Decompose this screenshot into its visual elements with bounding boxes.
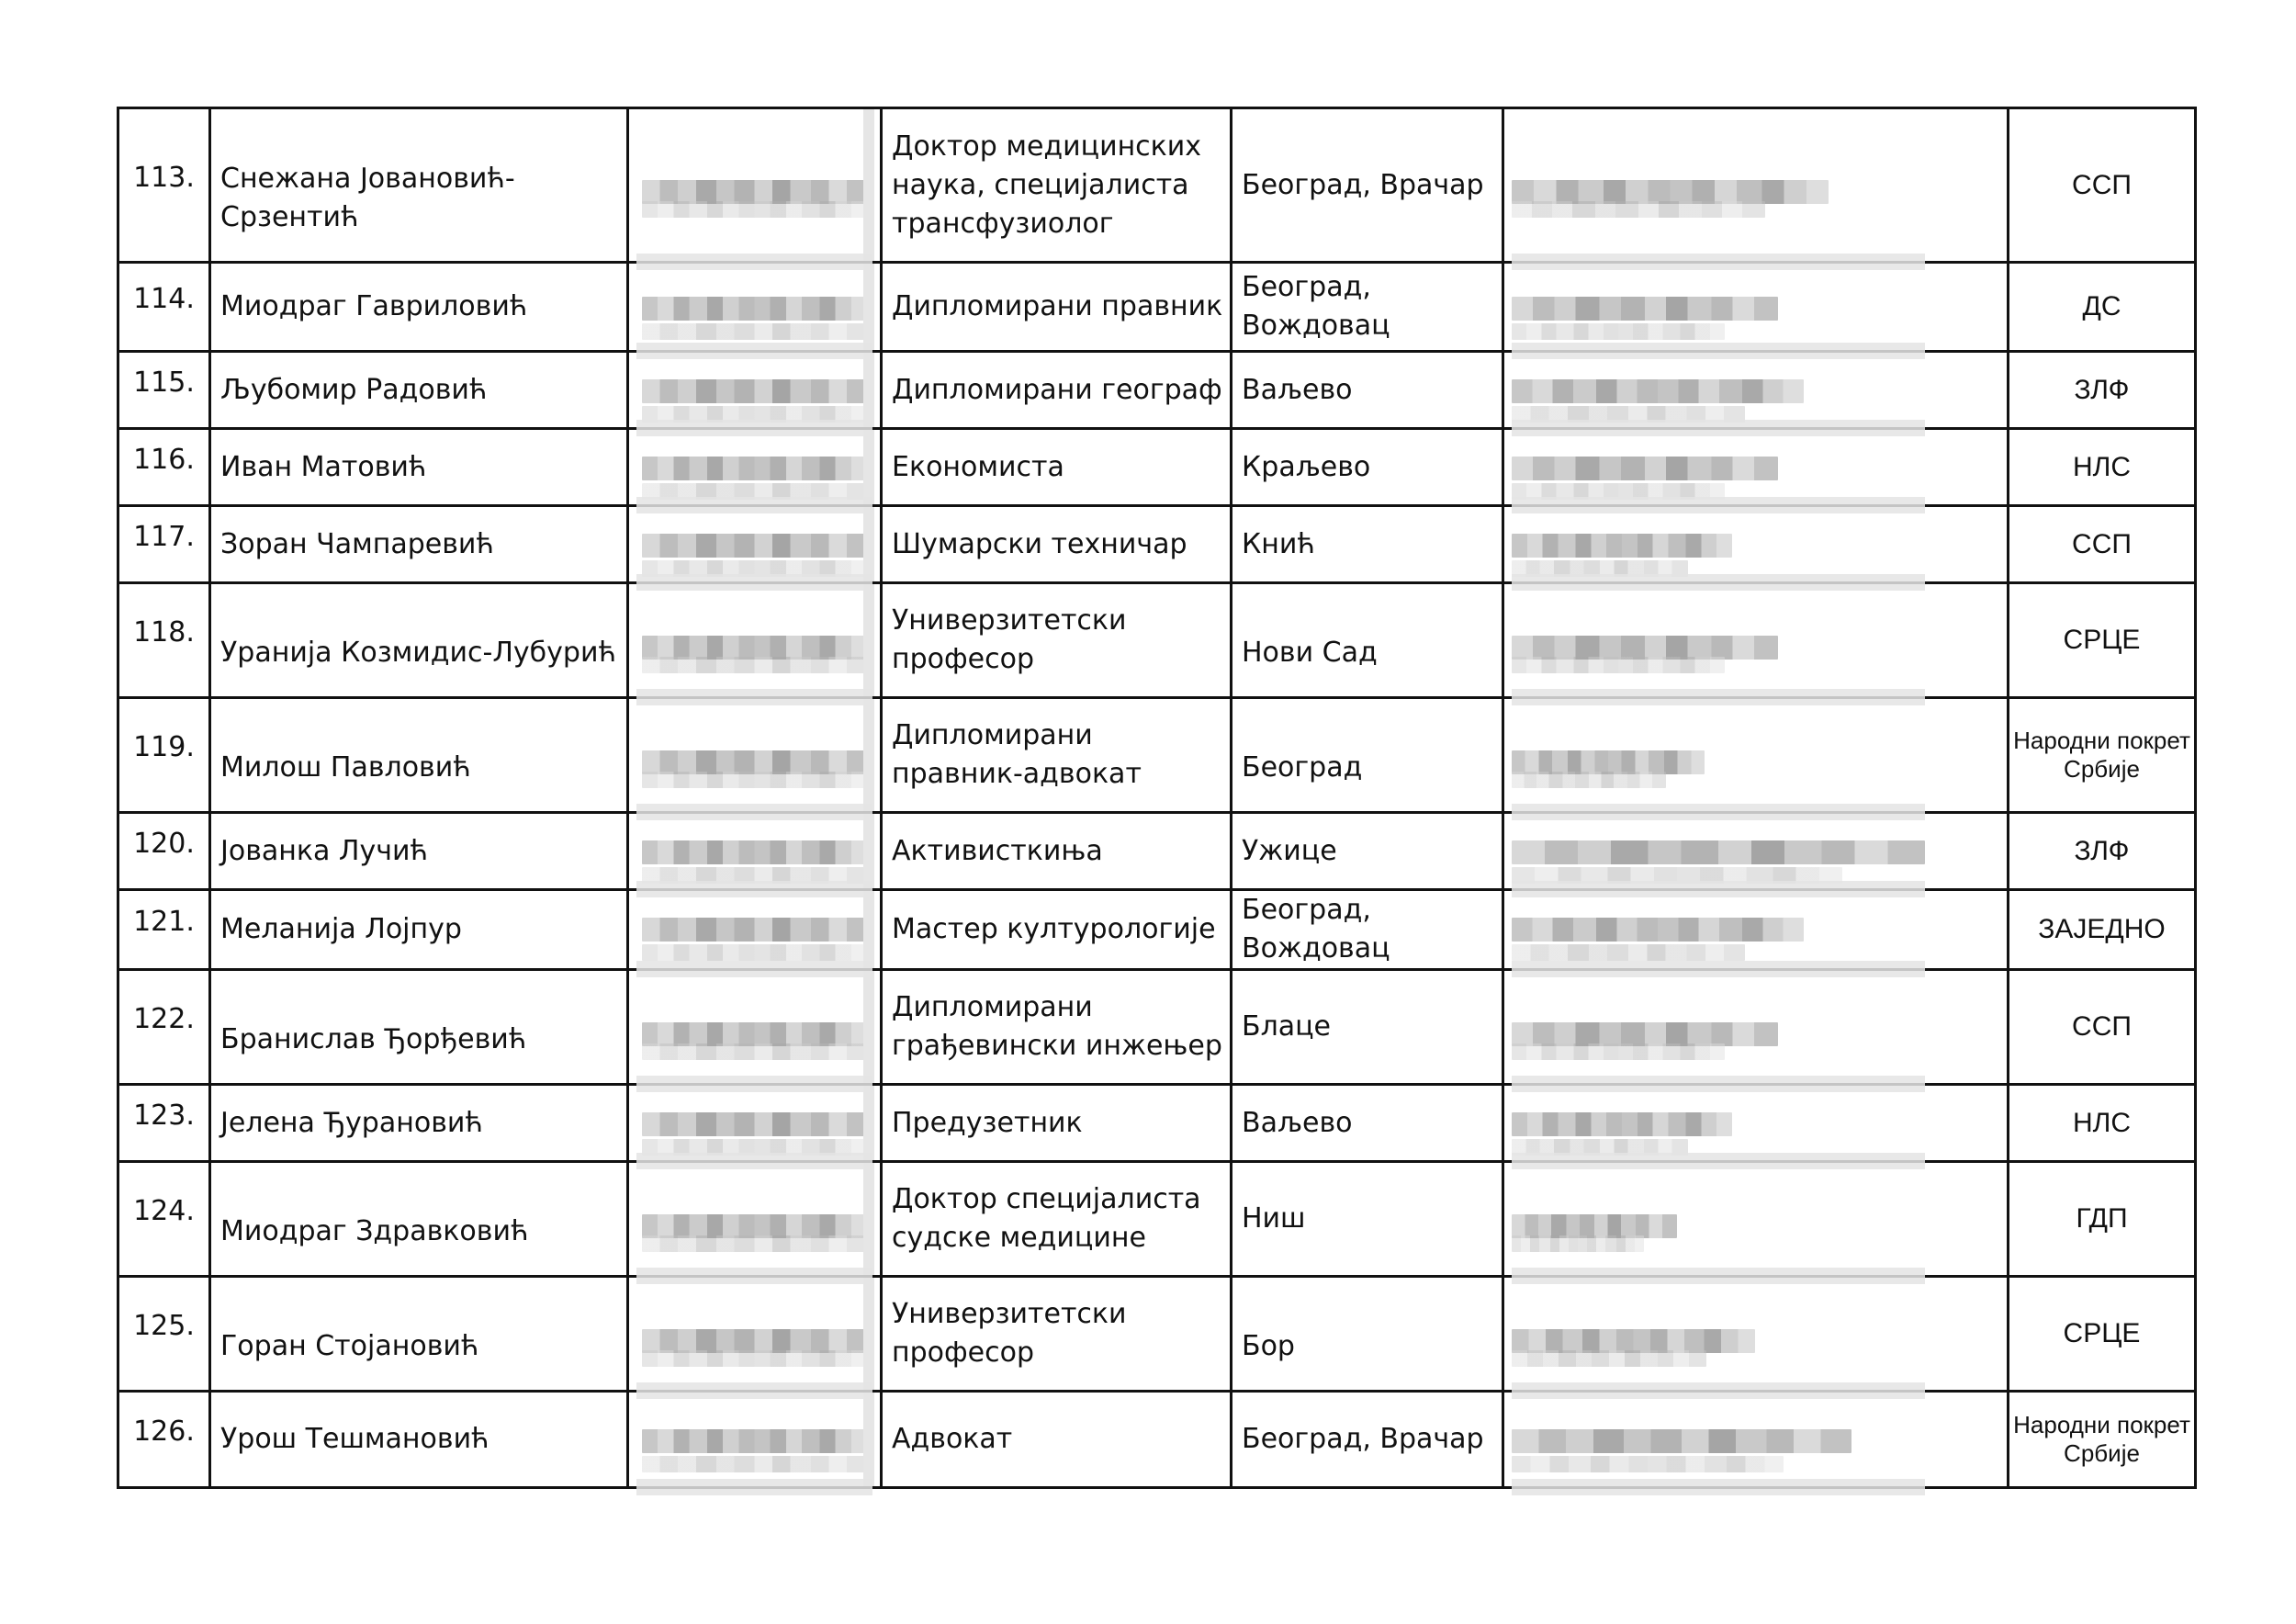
row-number: 120. (133, 827, 195, 860)
redacted-block (642, 457, 867, 480)
redacted-block (642, 1043, 867, 1060)
redacted-birthdate-cell (628, 1392, 882, 1488)
redacted-birthdate-cell (628, 698, 882, 813)
row-number: 125. (133, 1310, 195, 1342)
table-row (118, 583, 2196, 698)
residence: Београд, Врачар (1242, 168, 1484, 201)
redacted-block (642, 1429, 867, 1453)
redacted-block (642, 840, 867, 864)
redacted-address-cell (1503, 1277, 2009, 1392)
table-row (118, 813, 2196, 890)
candidate-name-cell (210, 263, 628, 352)
redacted-birthdate-cell (628, 813, 882, 890)
party-cell (2009, 1162, 2196, 1277)
redacted-birthdate-cell (628, 1085, 882, 1162)
redacted-block (1512, 457, 1778, 480)
candidate-name: Зоран Чампаревић (220, 527, 494, 560)
redaction-artifact (863, 814, 874, 888)
redacted-address-cell (1503, 429, 2009, 506)
redaction-artifact (863, 1278, 874, 1390)
redacted-address-cell (1503, 813, 2009, 890)
occupation-cell (882, 1277, 1232, 1392)
party-cell (2009, 429, 2196, 506)
redaction-artifact (863, 1086, 874, 1160)
redacted-block (642, 201, 867, 218)
candidate-name-cell (210, 1162, 628, 1277)
candidate-table (117, 107, 2197, 1489)
candidate-name: Горан Стојановић (220, 1330, 479, 1362)
redacted-block (1512, 1043, 1725, 1060)
party-name: СРЦЕ (2063, 1318, 2141, 1348)
candidate-name: Милош Павловић (220, 751, 471, 784)
occupation-cell (882, 1162, 1232, 1277)
redacted-address-cell (1503, 970, 2009, 1085)
party-name: НЛС (2072, 1107, 2132, 1138)
occupation: Дипломирани географ (892, 373, 1222, 406)
residence: Краљево (1242, 450, 1371, 483)
redacted-block (642, 1456, 867, 1472)
residence-cell (1232, 429, 1503, 506)
row-number-cell (118, 970, 210, 1085)
redacted-block (1512, 1235, 1644, 1252)
redacted-block (1512, 297, 1778, 321)
party-cell (2009, 698, 2196, 813)
candidate-name-cell (210, 1392, 628, 1488)
party-cell (2009, 263, 2196, 352)
redacted-birthdate-cell (628, 583, 882, 698)
redacted-block (642, 297, 867, 321)
candidate-name: Снежана Јовановић-Срзентић (220, 162, 515, 233)
redacted-birthdate-cell (628, 108, 882, 263)
row-number-cell (118, 108, 210, 263)
redacted-block (642, 379, 867, 403)
redacted-address-cell (1503, 583, 2009, 698)
redacted-address-cell (1503, 890, 2009, 970)
candidate-name: Љубомир Радовић (220, 373, 488, 406)
redacted-block (642, 918, 867, 942)
candidate-name-cell (210, 506, 628, 583)
redaction-artifact (863, 971, 874, 1083)
row-number: 123. (133, 1099, 195, 1132)
redacted-birthdate-cell (628, 352, 882, 429)
residence-cell (1232, 1392, 1503, 1488)
redacted-block (1512, 1329, 1755, 1353)
redacted-block (642, 657, 867, 673)
row-number: 124. (133, 1195, 195, 1227)
residence: Бор (1242, 1330, 1295, 1362)
redacted-block (1512, 534, 1732, 558)
redacted-block (642, 944, 867, 961)
row-number-cell (118, 813, 210, 890)
party-name: ЗЛФ (2074, 835, 2130, 866)
table-row (118, 970, 2196, 1085)
redacted-block (642, 1112, 867, 1136)
redacted-block (1512, 657, 1725, 673)
occupation-cell (882, 1085, 1232, 1162)
candidate-name-cell (210, 1085, 628, 1162)
row-number-cell (118, 1277, 210, 1392)
candidate-name: Иван Матовић (220, 450, 427, 483)
residence-cell (1232, 698, 1503, 813)
row-number-cell (118, 263, 210, 352)
row-number-cell (118, 1085, 210, 1162)
redacted-block (642, 1329, 867, 1353)
candidate-name: Миодраг Здравковић (220, 1215, 529, 1247)
residence-cell (1232, 1277, 1503, 1392)
occupation: Универзитетски професор (892, 604, 1127, 675)
redacted-block (1512, 1456, 1784, 1472)
occupation-cell (882, 813, 1232, 890)
row-number-cell (118, 890, 210, 970)
residence-cell (1232, 583, 1503, 698)
redacted-address-cell (1503, 263, 2009, 352)
redacted-block (1512, 918, 1804, 942)
redacted-block (642, 1022, 867, 1046)
redaction-artifact (1512, 1479, 1925, 1495)
occupation: Мастер културологије (892, 913, 1216, 945)
redacted-block (642, 636, 867, 660)
party-name: НЛС (2072, 451, 2132, 482)
party-name: ГДП (2076, 1203, 2128, 1234)
row-number: 114. (133, 283, 195, 315)
occupation: Предузетник (892, 1106, 1083, 1139)
candidate-name: Бранислав Ђорђевић (220, 1023, 527, 1055)
party-name: ДС (2082, 291, 2122, 321)
redacted-block (642, 323, 867, 340)
redacted-block (1512, 201, 1765, 218)
party-name: ЗЛФ (2074, 374, 2130, 405)
redaction-artifact (863, 1393, 874, 1486)
candidate-name: Урош Тешмановић (220, 1423, 490, 1455)
redacted-birthdate-cell (628, 970, 882, 1085)
redacted-birthdate-cell (628, 1162, 882, 1277)
redacted-address-cell (1503, 698, 2009, 813)
redacted-block (642, 772, 867, 788)
occupation: Дипломирани правник-адвокат (892, 719, 1142, 790)
candidate-name-cell (210, 813, 628, 890)
occupation-cell (882, 970, 1232, 1085)
redacted-block (642, 750, 867, 774)
occupation-cell (882, 583, 1232, 698)
residence: Ваљево (1242, 1106, 1353, 1139)
table-row (118, 108, 2196, 263)
party-cell (2009, 970, 2196, 1085)
redacted-block (1512, 1350, 1706, 1367)
residence: Блаце (1242, 1010, 1332, 1043)
candidate-name: Уранија Козмидис-Лубурић (220, 637, 617, 669)
candidate-name-cell (210, 890, 628, 970)
candidate-name-cell (210, 970, 628, 1085)
occupation: Доктор медицинских наука, специјалиста трансфузиолог (892, 130, 1202, 240)
redacted-block (1512, 1022, 1778, 1046)
row-number-cell (118, 506, 210, 583)
party-name: СРЦЕ (2063, 625, 2141, 655)
redaction-artifact (636, 1479, 872, 1495)
residence: Београд, Вождовац (1242, 894, 1390, 964)
party-cell (2009, 1277, 2196, 1392)
table-row (118, 1392, 2196, 1488)
party-name: Народни покрет Србије (2013, 1411, 2190, 1467)
redacted-birthdate-cell (628, 263, 882, 352)
residence: Ваљево (1242, 373, 1353, 406)
party-name: Народни покрет Србије (2013, 727, 2190, 783)
occupation-cell (882, 506, 1232, 583)
redacted-address-cell (1503, 506, 2009, 583)
residence: Београд, Врачар (1242, 1423, 1484, 1455)
residence-cell (1232, 506, 1503, 583)
redacted-birthdate-cell (628, 890, 882, 970)
residence-cell (1232, 1085, 1503, 1162)
row-number: 118. (133, 616, 195, 648)
redacted-block (1512, 1214, 1677, 1238)
row-number-cell (118, 698, 210, 813)
table-row (118, 352, 2196, 429)
party-name: ССП (2072, 169, 2132, 200)
redacted-block (1512, 1429, 1851, 1453)
residence: Ниш (1242, 1202, 1306, 1235)
occupation: Дипломирани грађевински инжењер (892, 991, 1222, 1062)
party-cell (2009, 506, 2196, 583)
candidate-name-cell (210, 583, 628, 698)
row-number: 117. (133, 520, 195, 553)
row-number: 113. (133, 161, 195, 194)
party-cell (2009, 890, 2196, 970)
occupation-cell (882, 263, 1232, 352)
candidate-name: Миодраг Гавриловић (220, 290, 528, 322)
residence-cell (1232, 263, 1503, 352)
candidate-name: Јелена Ђурановић (220, 1106, 483, 1139)
row-number-cell (118, 1162, 210, 1277)
redacted-block (642, 1350, 867, 1367)
table-row (118, 1085, 2196, 1162)
redacted-birthdate-cell (628, 506, 882, 583)
table-row (118, 1162, 2196, 1277)
party-cell (2009, 583, 2196, 698)
occupation: Шумарски техничар (892, 527, 1187, 560)
redacted-block (1512, 323, 1725, 340)
residence: Београд (1242, 751, 1363, 784)
redacted-birthdate-cell (628, 429, 882, 506)
redaction-artifact (863, 507, 874, 581)
redacted-block (1512, 379, 1804, 403)
occupation: Адвокат (892, 1423, 1013, 1455)
table-row (118, 506, 2196, 583)
redaction-artifact (863, 699, 874, 811)
redacted-block (642, 534, 867, 558)
occupation-cell (882, 890, 1232, 970)
redaction-artifact (863, 891, 874, 968)
redacted-block (1512, 750, 1705, 774)
table-row (118, 1277, 2196, 1392)
table-row (118, 890, 2196, 970)
occupation-cell (882, 352, 1232, 429)
redacted-address-cell (1503, 1162, 2009, 1277)
residence: Кнић (1242, 527, 1315, 560)
party-cell (2009, 813, 2196, 890)
table-row (118, 698, 2196, 813)
occupation-cell (882, 429, 1232, 506)
row-number: 122. (133, 1003, 195, 1035)
redacted-block (642, 1214, 867, 1238)
redaction-artifact (863, 353, 874, 427)
residence-cell (1232, 970, 1503, 1085)
occupation-cell (882, 108, 1232, 263)
residence-cell (1232, 813, 1503, 890)
candidate-name-cell (210, 1277, 628, 1392)
candidate-name-cell (210, 429, 628, 506)
redacted-block (1512, 944, 1745, 961)
residence: Нови Сад (1242, 637, 1378, 669)
party-name: ССП (2072, 528, 2132, 559)
table-row (118, 263, 2196, 352)
redaction-artifact (863, 1163, 874, 1275)
redacted-address-cell (1503, 1392, 2009, 1488)
row-number: 126. (133, 1415, 195, 1448)
occupation-cell (882, 1392, 1232, 1488)
redacted-block (1512, 1112, 1732, 1136)
party-cell (2009, 108, 2196, 263)
redaction-artifact (863, 264, 874, 350)
occupation: Активисткиња (892, 834, 1103, 867)
table-row (118, 429, 2196, 506)
residence-cell (1232, 1162, 1503, 1277)
redacted-block (1512, 840, 1925, 864)
redacted-address-cell (1503, 1085, 2009, 1162)
candidate-name-cell (210, 108, 628, 263)
redacted-block (1512, 772, 1666, 788)
occupation: Доктор специјалиста судске медицине (892, 1183, 1201, 1254)
party-cell (2009, 352, 2196, 429)
occupation: Економиста (892, 450, 1064, 483)
occupation: Дипломирани правник (892, 290, 1223, 322)
candidate-name: Јованка Лучић (220, 834, 429, 867)
redacted-address-cell (1503, 352, 2009, 429)
residence: Београд, Вождовац (1242, 271, 1390, 342)
candidate-name-cell (210, 352, 628, 429)
occupation-cell (882, 698, 1232, 813)
row-number-cell (118, 352, 210, 429)
redaction-artifact (863, 430, 874, 504)
redacted-block (642, 1235, 867, 1252)
row-number-cell (118, 1392, 210, 1488)
candidate-name-cell (210, 698, 628, 813)
row-number-cell (118, 429, 210, 506)
candidate-name: Меланија Лојпур (220, 913, 462, 945)
residence-cell (1232, 352, 1503, 429)
redacted-address-cell (1503, 108, 2009, 263)
row-number-cell (118, 583, 210, 698)
row-number: 115. (133, 366, 195, 399)
party-cell (2009, 1085, 2196, 1162)
row-number: 116. (133, 443, 195, 476)
redaction-artifact (863, 584, 874, 696)
residence-cell (1232, 108, 1503, 263)
party-name: ЗАЈЕДНО (2038, 914, 2166, 944)
residence-cell (1232, 890, 1503, 970)
row-number: 121. (133, 906, 195, 938)
redaction-artifact (863, 109, 874, 261)
party-cell (2009, 1392, 2196, 1488)
residence: Ужице (1242, 834, 1337, 867)
redacted-block (1512, 636, 1778, 660)
occupation: Универзитетски професор (892, 1298, 1127, 1369)
row-number: 119. (133, 731, 195, 763)
party-name: ССП (2072, 1011, 2132, 1042)
redacted-birthdate-cell (628, 1277, 882, 1392)
